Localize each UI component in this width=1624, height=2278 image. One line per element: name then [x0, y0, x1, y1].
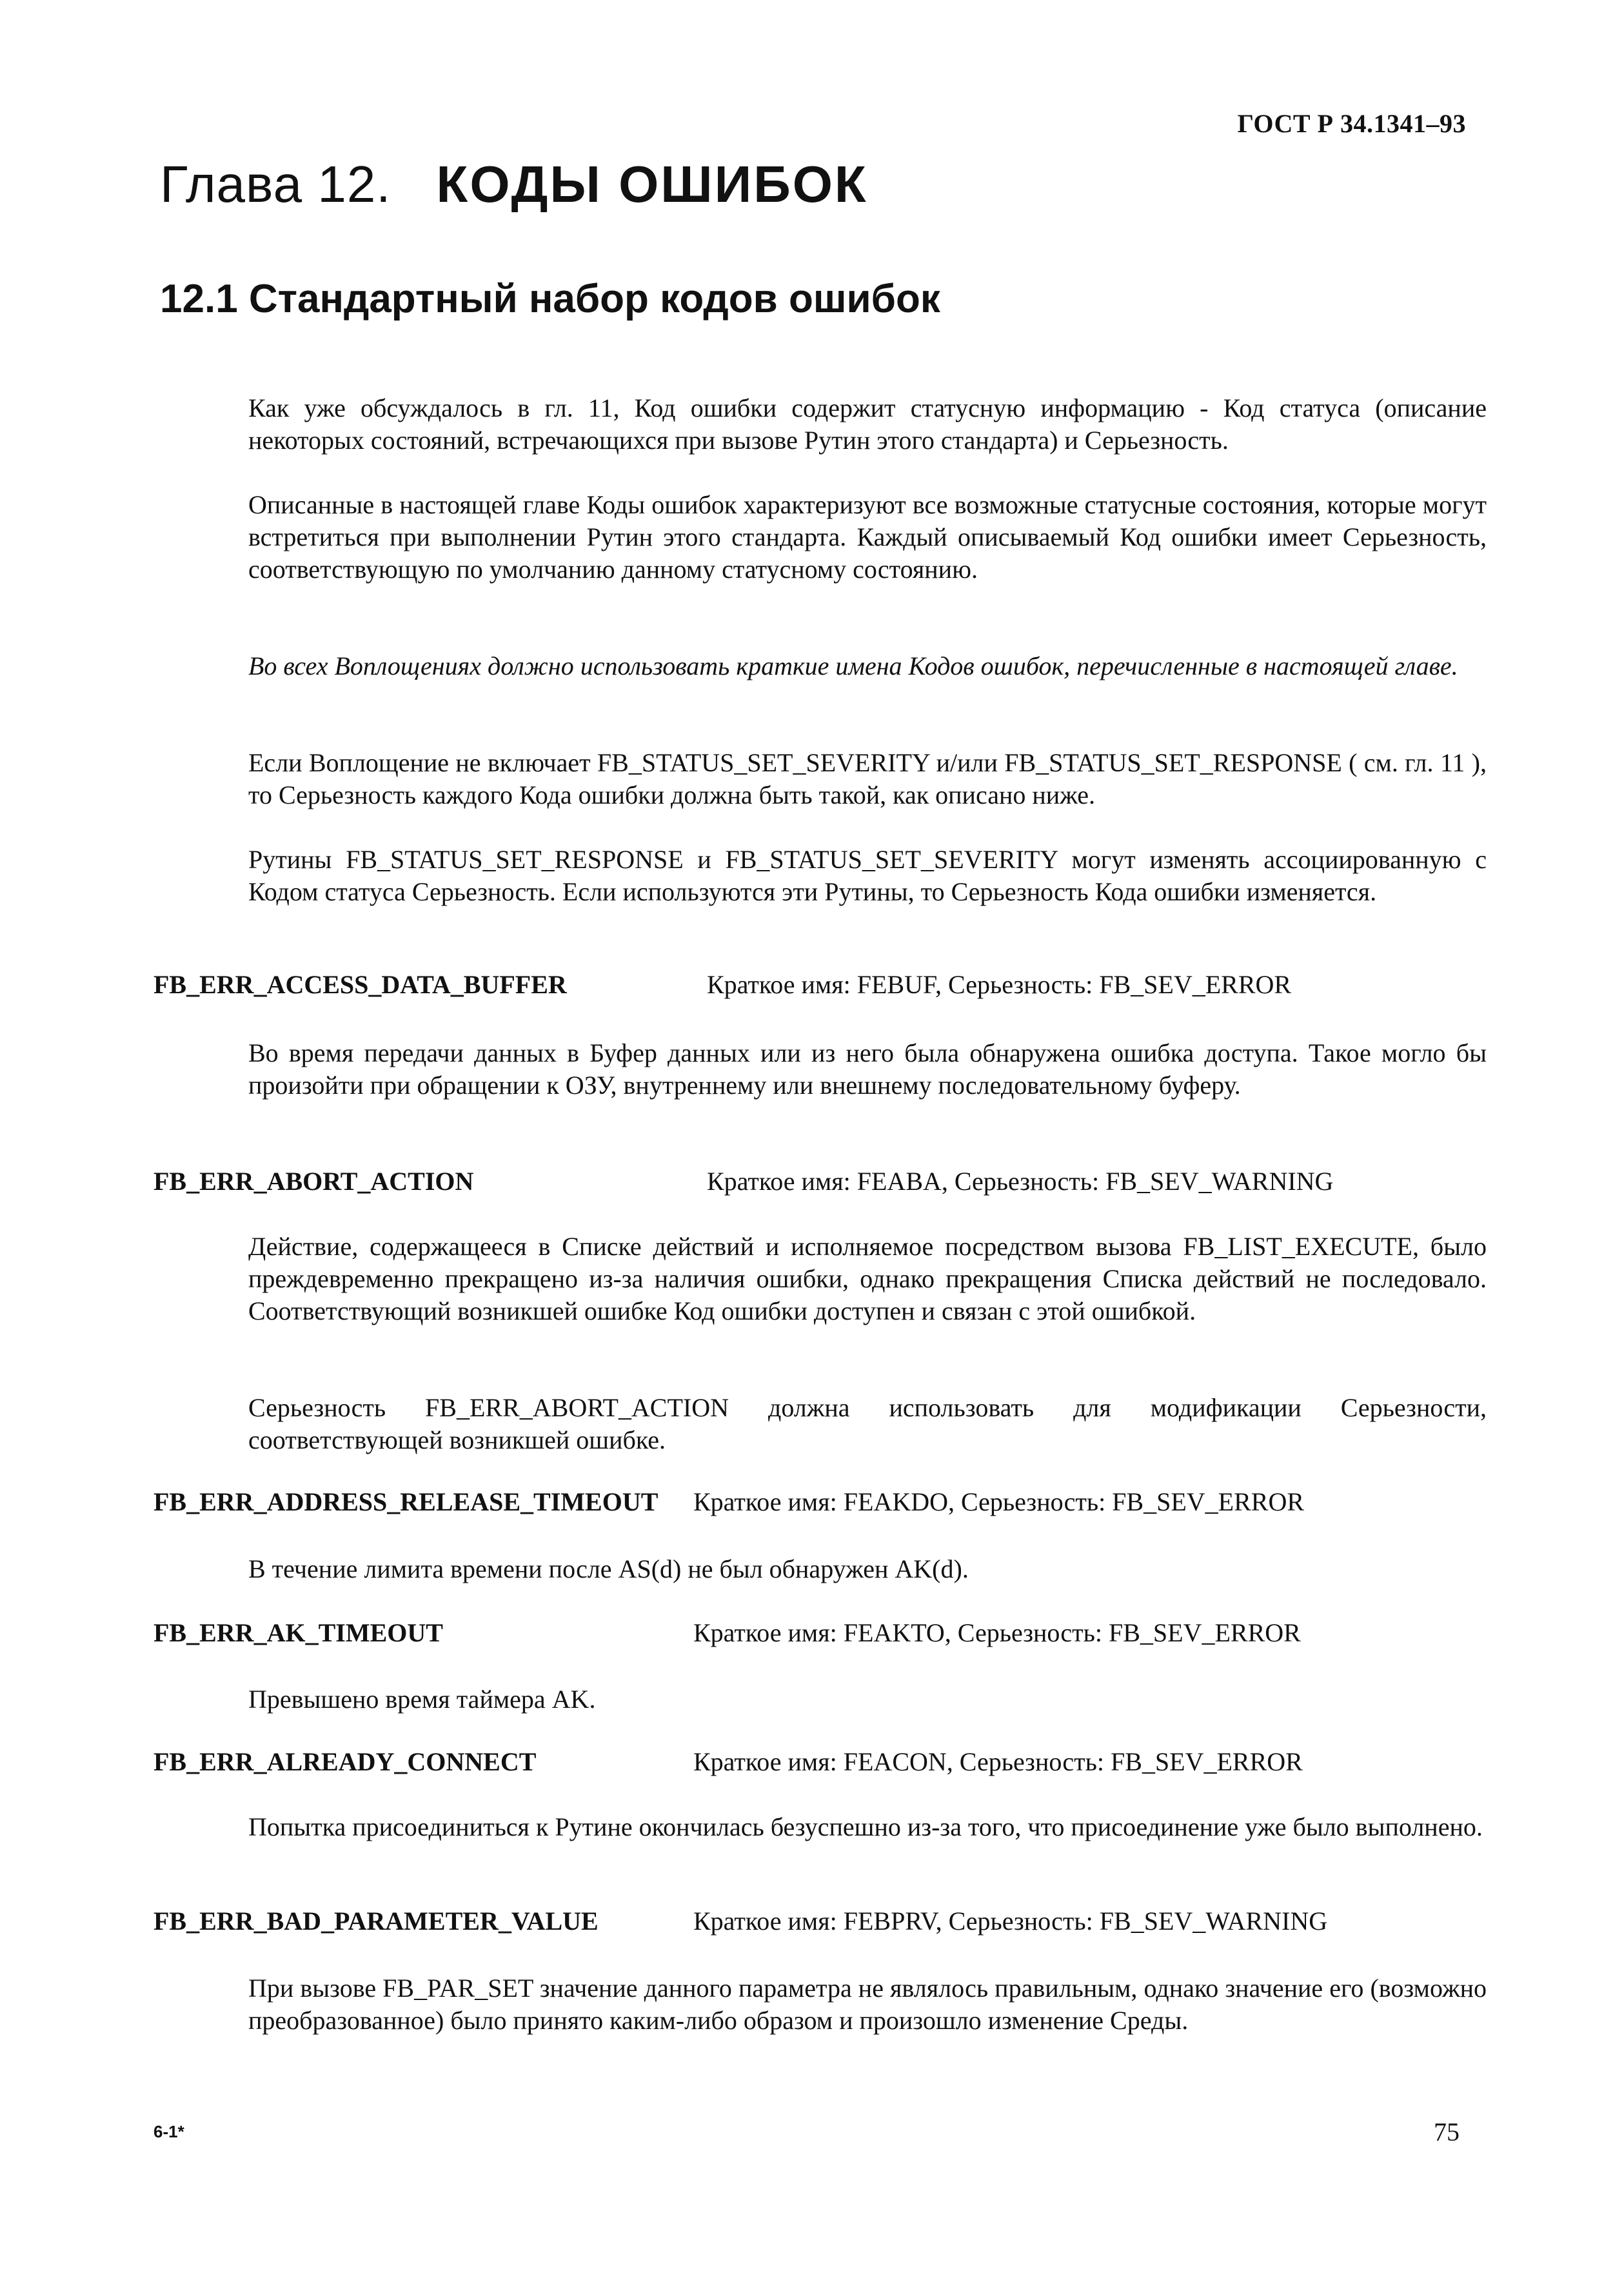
paragraph: Если Воплощение не включает FB_STATUS_SET_SEVERITY и/или FB_STATUS_SET_RESPONSE ( см. гл. 11 ), то Серьезность каждого Кода ошибки должна быть такой, как описано ниже. [248, 748, 1487, 809]
error-code-name: FB_ERR_ADDRESS_RELEASE_TIMEOUT [153, 1487, 659, 1516]
error-short-name-severity: Краткое имя: FEBUF, Серьезность: FB_SEV_ERROR [707, 970, 1292, 999]
chapter-heading [160, 155, 868, 214]
paragraph: Описанные в настоящей главе Коды ошибок характеризуют все возможные статусные состояния, которые могут встретиться при выполнении Рутин этого стандарта. Каждый описываемый Код ошибки имеет Серьезность, соответствующую по умолчанию данному статусному состоянию. [248, 490, 1487, 584]
error-short-name-severity: Краткое имя: FEAKDO, Серьезность: FB_SEV_ERROR [693, 1487, 1305, 1516]
error-code-name: FB_ERR_ALREADY_CONNECT [153, 1747, 537, 1776]
error-short-name-severity: Краткое имя: FEABA, Серьезность: FB_SEV_WARNING [707, 1167, 1334, 1196]
error-code-name: FB_ERR_ACCESS_DATA_BUFFER [153, 970, 567, 999]
error-code-name: FB_ERR_ABORT_ACTION [153, 1167, 474, 1196]
paragraph: Рутины FB_STATUS_SET_RESPONSE и FB_STATUS_SET_SEVERITY могут изменять ассоциированную с Кодом статуса Серьезность. Если используются эти Рутины, то Серьезность Кода ошибки изменяется. [248, 845, 1487, 906]
chapter-number: Глава 12. [160, 155, 391, 213]
error-description: Попытка присоединиться к Рутине окончилась безуспешно из-за того, что присоединение уже было выполнено. [248, 1812, 1483, 1841]
error-description: Во время передачи данных в Буфер данных или из него была обнаружена ошибка доступа. Такое могло бы произойти при обращении к ОЗУ, внутреннему или внешнему последовательному буферу. [248, 1038, 1487, 1100]
error-description-note: Серьезность FB_ERR_ABORT_ACTION должна использовать для модификации Серьезности, соответствующей возникшей ошибке. [248, 1393, 1487, 1454]
error-description: Превышено время таймера AK. [248, 1685, 596, 1714]
error-short-name-severity: Краткое имя: FEAKTO, Серьезность: FB_SEV_ERROR [693, 1618, 1301, 1647]
paragraph-italic: Во всех Воплощениях должно использовать краткие имена Кодов ошибок, перечисленные в настоящей главе. [248, 651, 1458, 680]
sheet-mark: 6-1* [153, 2122, 184, 2141]
error-description: Действие, содержащееся в Списке действий и исполняемое посредством вызова FB_LIST_EXECUTE, было преждевременно прекращено из-за наличия ошибки, однако прекращения Списка действий не последовало. Соответствующий возникшей ошибке Код ошибки доступен и связан с этой ошибкой. [248, 1232, 1487, 1325]
standard-code: ГОСТ Р 34.1341–93 [1237, 109, 1466, 138]
error-code-name: FB_ERR_AK_TIMEOUT [153, 1618, 443, 1647]
error-code-name: FB_ERR_BAD_PARAMETER_VALUE [153, 1907, 599, 1936]
error-short-name-severity: Краткое имя: FEBPRV, Серьезность: FB_SEV_WARNING [693, 1907, 1328, 1936]
chapter-title: КОДЫ ОШИБОК [436, 155, 868, 213]
error-short-name-severity: Краткое имя: FEACON, Серьезность: FB_SEV_ERROR [693, 1747, 1303, 1776]
section-heading: 12.1 Стандартный набор кодов ошибок [160, 277, 940, 321]
error-description: При вызове FB_PAR_SET значение данного параметра не являлось правильным, однако значение его (возможно преобразованное) было принято каким-либо образом и произошло изменение Среды. [248, 1974, 1487, 2035]
error-description: В течение лимита времени после AS(d) не был обнаружен AK(d). [248, 1554, 969, 1583]
page-number: 75 [1434, 2117, 1460, 2146]
paragraph: Как уже обсуждалось в гл. 11, Код ошибки содержит статусную информацию - Код статуса (описание некоторых состояний, встречающихся при вызове Рутин этого стандарта) и Серьезность. [248, 393, 1487, 455]
